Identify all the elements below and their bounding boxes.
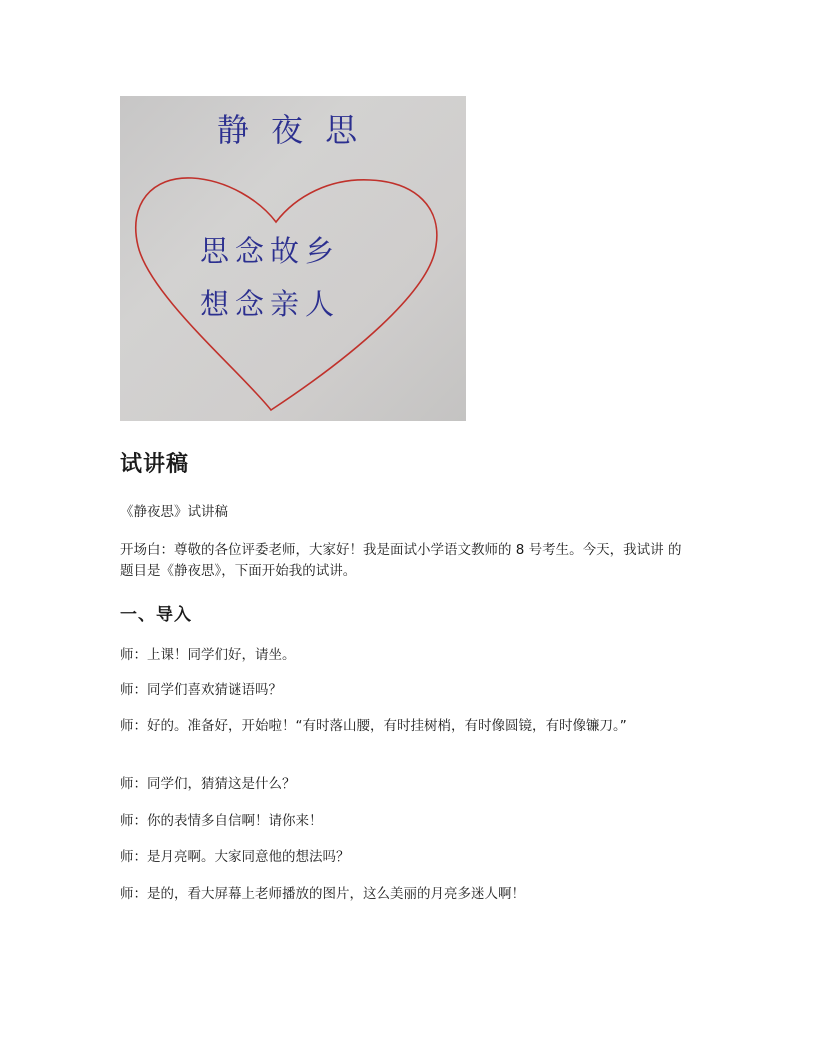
dialogue-line: 师：你的表情多自信啊！请你来！ — [120, 813, 323, 829]
dialogue-line: 师：是月亮啊。大家同意他的想法吗？ — [120, 849, 350, 865]
opening-paragraph: 开场白：尊敬的各位评委老师，大家好！我是面试小学语文教师的 8 号考生。今天，我试讲 的题目是《静夜思》，下面开始我的试讲。 — [120, 542, 682, 579]
dialogue-line: 师：同学们喜欢猜谜语吗？ — [120, 682, 282, 698]
photo-title-text: 静 夜 思 — [216, 111, 364, 149]
dialogue-line: 师：同学们，猜猜这是什么？ — [120, 776, 296, 792]
document-heading: 试讲稿 — [120, 452, 190, 477]
heart-drawing — [120, 96, 466, 421]
section-heading-intro: 一、导入 — [120, 605, 192, 625]
dialogue-line: 师：上课！同学们好，请坐。 — [120, 647, 296, 663]
dialogue-line: 师：是的，看大屏幕上老师播放的图片，这么美丽的月亮多迷人啊！ — [120, 886, 525, 902]
dialogue-line: 师：好的。准备好，开始啦！“有时落山腰，有时挂树梢，有时像圆镜，有时像镰刀。” — [120, 718, 627, 734]
handwritten-heart-photo — [120, 96, 466, 421]
photo-line2-text: 想念亲人 — [199, 287, 341, 321]
photo-line1-text: 思念故乡 — [199, 234, 341, 268]
document-subtitle: 《静夜思》试讲稿 — [120, 504, 228, 520]
